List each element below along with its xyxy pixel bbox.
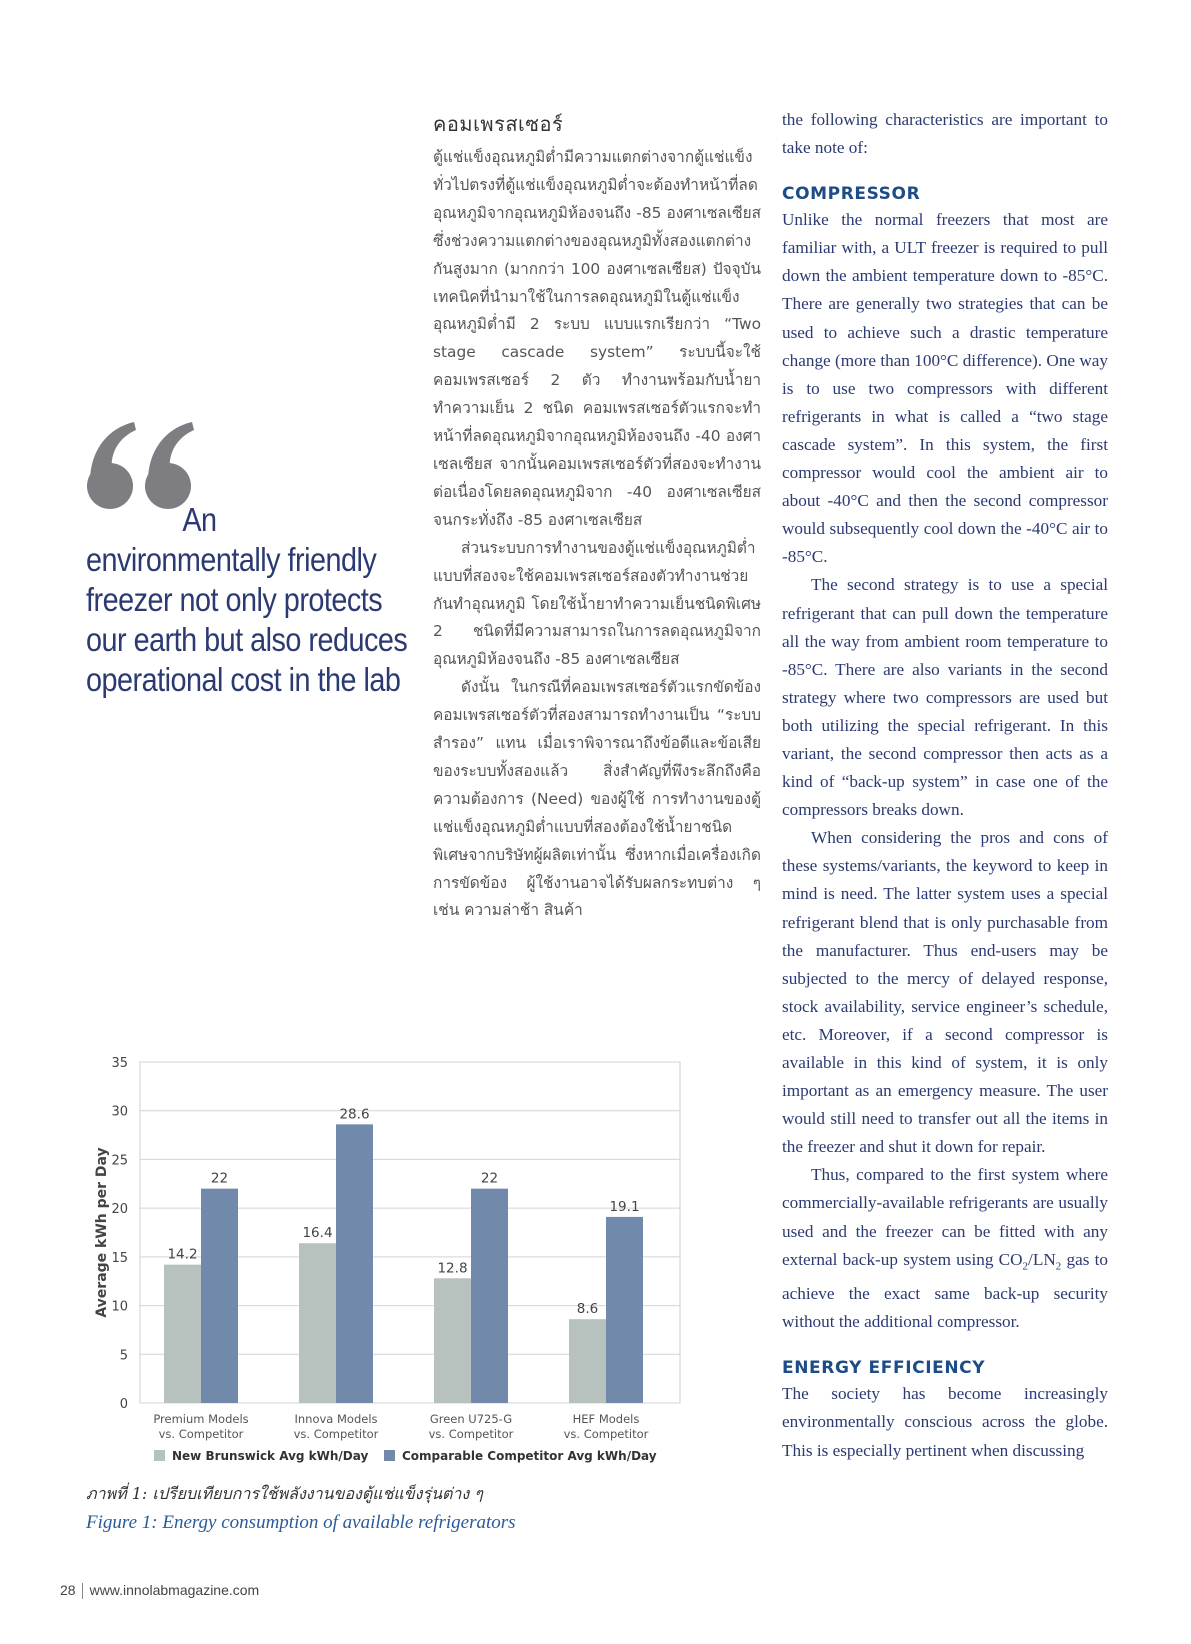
bar — [569, 1319, 606, 1403]
y-tick-label: 0 — [119, 1397, 128, 1412]
subscript-2: 2 — [1055, 1260, 1062, 1273]
english-article-column — [782, 106, 1108, 1465]
x-category-label: Innova Models — [294, 1412, 378, 1426]
thai-paragraph-3: ดังนั้น ในกรณีที่คอมเพรสเซอร์ตัวแรกขัดข้อง คอมเพรสเซอร์ตัวที่สองสามารถทำงานเป็น “ระบบสำรอง” แทน เมื่อเราพิจารณาถึงข้อดีและข้อเสียของระบบทั้งสองแล้ว สิ่งสำคัญที่พึงระลึกถึงคือความต้องการ (Need) ของผู้ใช้ การทำงานของตู้แช่แข็งอุณหภูมิต่ำแบบที่สองต้องใช้น้ำยาชนิดพิเศษจากบริษัทผู้ผลิตเท่านั้น ซึ่งหากเมื่อเครื่องเกิดการขัดข้อง ผู้ใช้งานอาจได้รับผลกระทบต่าง ๆ เช่น ความล่าช้า สินค้า — [433, 678, 761, 920]
bar — [164, 1265, 201, 1403]
bar-value-label: 12.8 — [437, 1260, 468, 1277]
x-category-label: vs. Competitor — [563, 1427, 649, 1441]
y-tick-label: 5 — [119, 1348, 128, 1364]
legend-label: New Brunswick Avg kWh/Day — [172, 1449, 369, 1463]
english-paragraph-4 — [782, 1161, 1108, 1336]
bar-value-label: 22 — [210, 1170, 229, 1187]
x-category-label: HEF Models — [572, 1412, 640, 1426]
y-axis-label: Average kWh per Day — [94, 1147, 110, 1318]
footer-divider — [82, 1583, 83, 1599]
x-category-label: vs. Competitor — [428, 1427, 514, 1441]
bar-value-label: 22 — [480, 1170, 499, 1187]
figure-caption-english: Figure 1: Energy consumption of available refrigerators — [86, 1512, 516, 1533]
slash-ln: /LN — [1028, 1249, 1056, 1269]
bar — [606, 1217, 643, 1403]
bar — [201, 1189, 238, 1403]
legend-swatch — [154, 1450, 165, 1461]
english-intro-text: the following characteristics are important to take note of: — [782, 110, 1108, 158]
paragraph-4-end: gas to achieve the exact same back-up security without the additional compressor. — [782, 1249, 1108, 1332]
bar — [336, 1124, 373, 1403]
english-paragraph-2: The second strategy is to use a special refrigerant that can pull down the temperature all the way from ambient room temperature to -85°C. There are also variants in the second strategy where two compressors are used but both utilizing the special refrigerant. In this variant, the second compressor then acts as a kind of “back-up system” in case one of the compressors breaks down. — [782, 575, 1108, 820]
y-tick-label: 20 — [111, 1202, 128, 1218]
y-tick-label: 30 — [111, 1104, 128, 1120]
y-tick-label: 15 — [111, 1250, 128, 1266]
bar — [434, 1278, 471, 1403]
bar-value-label: 8.6 — [576, 1301, 599, 1318]
english-paragraph-5: The society has become increasingly environmentally conscious across the globe. This is especially pertinent when discussing — [782, 1384, 1108, 1460]
subscript-2: 2 — [1022, 1260, 1029, 1273]
figure-caption-thai: ภาพที่ 1: เปรียบเทียบการใช้พลังงานของตู้แช่แข็งรุ่นต่าง ๆ — [86, 1484, 483, 1503]
y-tick-label: 35 — [111, 1056, 128, 1071]
bar — [471, 1189, 508, 1403]
paragraph-4-start: Thus, compared to the first system where commercially-available refrigerants are usually used and the freezer can be fitted with any external back-up system using CO — [782, 1165, 1108, 1269]
x-category-label: Premium Models — [153, 1412, 249, 1426]
page-number: 28 — [60, 1582, 76, 1598]
legend-swatch — [384, 1450, 395, 1461]
y-tick-label: 10 — [111, 1299, 128, 1315]
english-paragraph-3: When considering the pros and cons of these systems/variants, the keyword to keep in mind is need. The latter system uses a special refrigerant blend that is only purchasable from the manufacturer. Thus end-users may be subjected to the mercy of delayed response, stock availability, service engineer’s schedule, etc. Moreover, if a second compressor is available in this kind of system, it is only important as an emergency measure. The user would still need to transfer out all the items in the freezer and shut it down for repair. — [782, 828, 1108, 1157]
bar-value-label: 14.2 — [167, 1246, 198, 1263]
bar-value-label: 19.1 — [609, 1198, 640, 1215]
energy-consumption-chart — [92, 1030, 692, 1480]
english-paragraph-1: Unlike the normal freezers that most are familiar with, a ULT freezer is required to pull down the ambient temperature down to -85°C. There are generally two strategies that can be used to achieve such a drastic temperature change (more than 100°C difference). One way is to use two compressors with different refrigerants in what is called a “two stage cascade system”. In this system, the first compressor would cool the ambient air to about -40°C and then the second compressor would subsequently cool down the -40°C air to -85°C. — [782, 210, 1108, 567]
bar-value-label: 16.4 — [302, 1225, 333, 1242]
thai-compressor-heading: คอมเพรสเซอร์ — [433, 112, 564, 136]
x-category-label: vs. Competitor — [293, 1427, 379, 1441]
thai-paragraph-2: ส่วนระบบการทำงานของตู้แช่แข็งอุณหภูมิต่ำแบบที่สองจะใช้คอมเพรสเซอร์สองตัวทำงานช่วยกันทำอุณหภูมิ โดยใช้น้ำยาทำความเย็นชนิดพิเศษ 2 ชนิดที่มีความสามารถในการลดอุณหภูมิจากอุณหภูมิห้องจนถึง -85 องศาเซลเซียส — [433, 538, 761, 669]
bar-value-label: 28.6 — [339, 1106, 370, 1123]
bar — [299, 1243, 336, 1403]
energy-efficiency-heading: ENERGY EFFICIENCY — [782, 1358, 986, 1379]
thai-article-column — [433, 108, 761, 925]
x-category-label: Green U725-G — [429, 1412, 513, 1426]
footer-url[interactable]: www.innolabmagazine.com — [89, 1582, 260, 1598]
page-footer — [60, 1582, 259, 1599]
legend-label: Comparable Competitor Avg kWh/Day — [402, 1449, 657, 1463]
pull-quote-text: An environmentally friendly freezer not only protects our earth but also reduces operational cost in the lab — [86, 502, 408, 699]
x-category-label: vs. Competitor — [158, 1427, 244, 1441]
thai-paragraph-1: ตู้แช่แข็งอุณหภูมิต่ำมีความแตกต่างจากตู้แช่แข็งทั่วไปตรงที่ตู้แช่แข็งอุณหภูมิต่ำจะต้องทำหน้าที่ลดอุณหภูมิจากอุณหภูมิห้องจนถึง -85 องศาเซลเซียส ซึ่งช่วงความแตกต่างของอุณหภูมิทั้งสองแตกต่างกันสูงมาก (มากกว่า 100 องศาเซลเซียส) ปัจจุบันเทคนิคที่นำมาใช้ในการลดอุณหภูมิในตู้แช่แข็งอุณหภูมิต่ำมี 2 ระบบ แบบแรกเรียกว่า “Two stage cascade system” ระบบนี้จะใช้คอมเพรสเซอร์ 2 ตัว ทำงานพร้อมกับน้ำยาทำความเย็น 2 ชนิด คอมเพรสเซอร์ตัวแรกจะทำหน้าที่ลดอุณหภูมิจากอุณหภูมิห้องจนถึง -40 องศาเซลเซียส จากนั้นคอมเพรสเซอร์ตัวที่สองจะทำงานต่อเนื่องโดยลดอุณหภูมิจาก -40 องศาเซลเซียส จนกระทั่งถึง -85 องศาเซลเซียส — [433, 148, 761, 529]
bar-chart-svg — [92, 1030, 692, 1480]
y-tick-label: 25 — [111, 1153, 128, 1169]
compressor-heading: COMPRESSOR — [782, 184, 921, 205]
pull-quote — [86, 455, 416, 701]
